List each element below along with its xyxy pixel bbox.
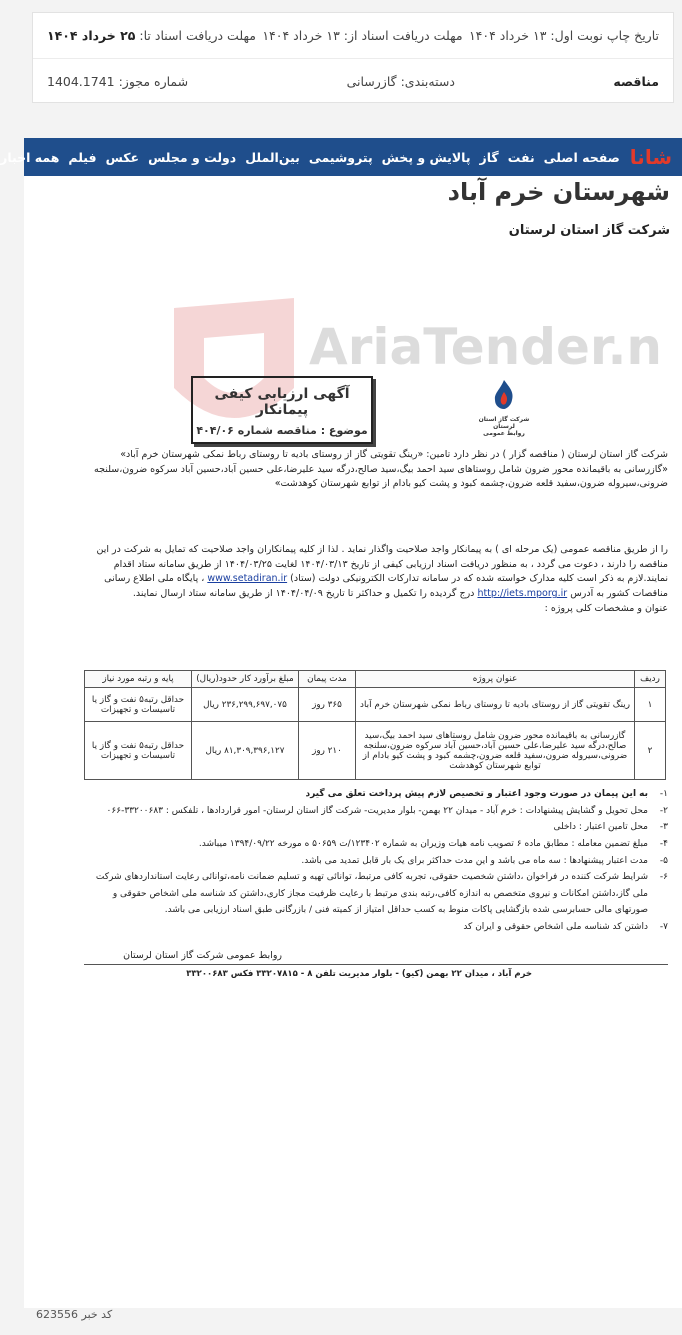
list-item: ۷- داشتن کد شناسه ملی اشخاص حقوقی و ایران کد	[463, 922, 668, 933]
nav-item-home[interactable]: صفحه اصلی	[543, 149, 620, 165]
col-title: عنوان پروژه	[356, 671, 635, 688]
ad-title-box	[191, 376, 373, 444]
category: دسته‌بندی: گازرسانی	[346, 74, 455, 89]
info-row-meta	[33, 58, 673, 104]
news-image-card	[0, 138, 682, 1308]
iets-link[interactable]: http://iets.mporg.ir	[477, 588, 568, 600]
list-item: ۱- به این پیمان در صورت وجود اعتبار و تخصیص لازم پیش پرداخت تعلق می گیرد	[305, 789, 668, 799]
table-header-row	[85, 671, 666, 688]
emblem-caption: شرکت گاز استان لرستان	[478, 416, 530, 430]
permit-number: شماره مجوز: 1404.1741	[47, 74, 189, 89]
gas-flame-icon	[484, 378, 524, 412]
receive-from: مهلت دریافت اسناد از: ۱۳ خرداد ۱۴۰۴	[262, 28, 463, 43]
list-item: ۴- مبلغ تضمین معامله : مطابق ماده ۶ تصویب نامه هیات وزیران به شماره ۱۲۳۴۰۲/ت ۵۰۶۵۹ ه مورخه ۱۳۹۴/۰۹/۲۲ میباشد.	[198, 838, 668, 849]
col-amount: مبلغ برآورد کار حدود(ریال)	[192, 671, 299, 688]
shana-logo[interactable]: شانا	[629, 145, 672, 169]
nav-item-government[interactable]: دولت و مجلس	[148, 149, 237, 165]
nav-item-video[interactable]: فیلم	[68, 149, 97, 165]
list-item: ۵- مدت اعتبار پیشنهادها : سه ماه می باشد و این مدت حداکثر برای یک بار قابل تمدید می باشد.	[301, 855, 668, 866]
tender-info-box	[32, 12, 674, 103]
company-name: شرکت گاز استان لرستان	[508, 223, 670, 238]
news-code: کد خبر 623556	[36, 1308, 113, 1321]
emblem-subcaption: روابط عمومی	[483, 430, 525, 437]
city-heading: شهرستان خرم آباد	[447, 178, 670, 206]
notes-list	[84, 786, 668, 936]
receive-until: مهلت دریافت اسناد تا: ۲۵ خرداد ۱۴۰۴	[47, 28, 256, 43]
footer-divider	[84, 964, 668, 965]
signature: روابط عمومی شرکت گاز استان لرستان	[123, 950, 282, 961]
list-item: ۶- شرایط شرکت کننده در فراخوان ،داشتن شخصیت حقوقی، تجربه کافی مرتبط، توانائی تهیه و تسلیم ضمانت نامه،توانائی رعایت استانداردهای شرکت ملی گاز،داشتن امکانات و نیروی متخصص به اندازه کافی،رتبه بندی مرتبط با رعایت ظرفیت مجاز کاری،داشتن کد شناسه ملی اشخاص حقوقی و صورتهای مالی حسابرسی شده بازگشایی پاکات منوط به کسب حداقل امتیاز از کمیته فنی / بازرگانی طبق اسناد ارزیابی می باشد.	[95, 872, 668, 916]
nav-item-refining[interactable]: پالایش و پخش	[381, 149, 471, 165]
ad-title: آگهی ارزیابی کیفی پیمانکار	[214, 386, 350, 418]
col-duration: مدت پیمان	[299, 671, 356, 688]
ad-subject: موضوع : مناقصه شماره ۴۰۴/۰۶	[196, 424, 368, 437]
nav-item-all-news[interactable]: همه اخبار	[0, 149, 60, 165]
setadiran-link[interactable]: www.setadiran.ir	[207, 573, 288, 585]
nav-item-oil[interactable]: نفت	[507, 149, 535, 165]
spacer	[24, 103, 682, 138]
nav-item-international[interactable]: بین‌الملل	[245, 149, 300, 165]
table-row: ۲ گازرسانی به باقیمانده محور ضرون شامل روستاهای سید احمد بیگ،سید صالح،درگه سید علیرضا،علی حسین آباد،حسین آباد سرکوه ضرون،سلنجه ضرونی،سیروله ضرون،سفید قلعه ضرون،چشمه کبود و پشت کیو بادام از توابع شهرستان کوهدشت ۲۱۰ روز ۸۱,۳۰۹,۳۹۶,۱۲۷ ریال حداقل رتبه۵ نفت و گاز یا تاسیسات و تجهیزات	[85, 722, 666, 780]
gas-company-emblem	[474, 378, 534, 438]
tender-type: مناقصه	[613, 74, 659, 89]
nav-item-petrochemical[interactable]: پتروشیمی	[308, 149, 373, 165]
info-row-dates	[33, 13, 673, 58]
intro-paragraph: شرکت گاز استان لرستان ( مناقصه گزار ) در نظر دارد تامین: «رینگ تقویتی گاز از روستای بادیه تا روستای رباط نمکی شهرستان خرم آباد» «گازرسانی به باقیمانده محور ضرون شامل روستاهای سید احمد بیگ،سید صالح،درگه سید علیرضا،علی حسین آباد،حسین آباد سرکوه ضرون،سلنجه ضرونی،سیروله ضرون،سفید قلعه ضرون،چشمه کبود و پشت کیو بادام از توابع شهرستان کوهدشت»	[94, 449, 668, 490]
nav-item-photo[interactable]: عکس	[105, 149, 140, 165]
project-heading: عنوان و مشخصات کلی پروژه :	[544, 602, 668, 614]
nav-item-gas[interactable]: گاز	[479, 149, 499, 165]
table-row: ۱ رینگ تقویتی گاز از روستای بادیه تا روستای رباط نمکی شهرستان خرم آباد ۳۶۵ روز ۲۳۶,۲۹۹,۶۹۷,۰۷۵ ریال حداقل رتبه۵ نفت و گاز یا تاسیسات و تجهیزات	[85, 688, 666, 722]
shana-navbar	[0, 138, 682, 176]
list-item: ۳- محل تامین اعتبار : داخلی	[553, 822, 668, 833]
col-row: ردیف	[635, 671, 666, 688]
conditions-paragraph: را از طریق مناقصه عمومی (یک مرحله ای ) به پیمانکار واجد صلاحیت واگذار نماید . لذا از کلیه پیمانکاران واجد صلاحیت که تمایل به شرکت در این مناقصه را دارند ، دعوت می گردد ، به منظور دریافت اسناد ارزیابی کیفی از تاریخ ۱۴۰۴/۰۳/۱۳ لغایت ۱۴۰۴/۰۳/۲۵ از طریق سامانه ستاد اقدام نمایند.لازم به ذکر است کلیه مدارک خواسته شده که در سامانه تدارکات الکترونیکی دولت (ستاد) www.setadiran.ir ، پایگاه ملی اطلاع رسانی مناقصات کشور به آدرس http://iets.mporg.ir درج گردیده را تکمیل و حداکثر تا تاریخ ۱۴۰۴/۰۴/۰۹ از طریق سامانه ستاد ارسال نمایند. عنوان و مشخصات کلی پروژه :	[84, 543, 668, 617]
project-table	[84, 670, 666, 780]
watermark-text: AriaTender.n	[309, 318, 663, 376]
col-grade: پایه و رتبه مورد نیاز	[85, 671, 192, 688]
print-date: تاریخ چاپ نوبت اول: ۱۳ خرداد ۱۴۰۴	[468, 28, 659, 43]
list-item: ۲- محل تحویل و گشایش پیشنهادات : خرم آباد - میدان ۲۲ بهمن- بلوار مدیریت- شرکت گاز استان لرستان- امور قراردادها ، تلفکس : ۳۳۲۰۰۶۸۳-۰۶۶	[106, 805, 668, 816]
footer-address: خرم آباد ، میدان ۲۲ بهمن (کیو) - بلوار مدیریت تلفن ۸ - ۳۳۲۰۷۸۱۵ فکس ۳۳۲۰۰۶۸۳	[186, 969, 532, 979]
